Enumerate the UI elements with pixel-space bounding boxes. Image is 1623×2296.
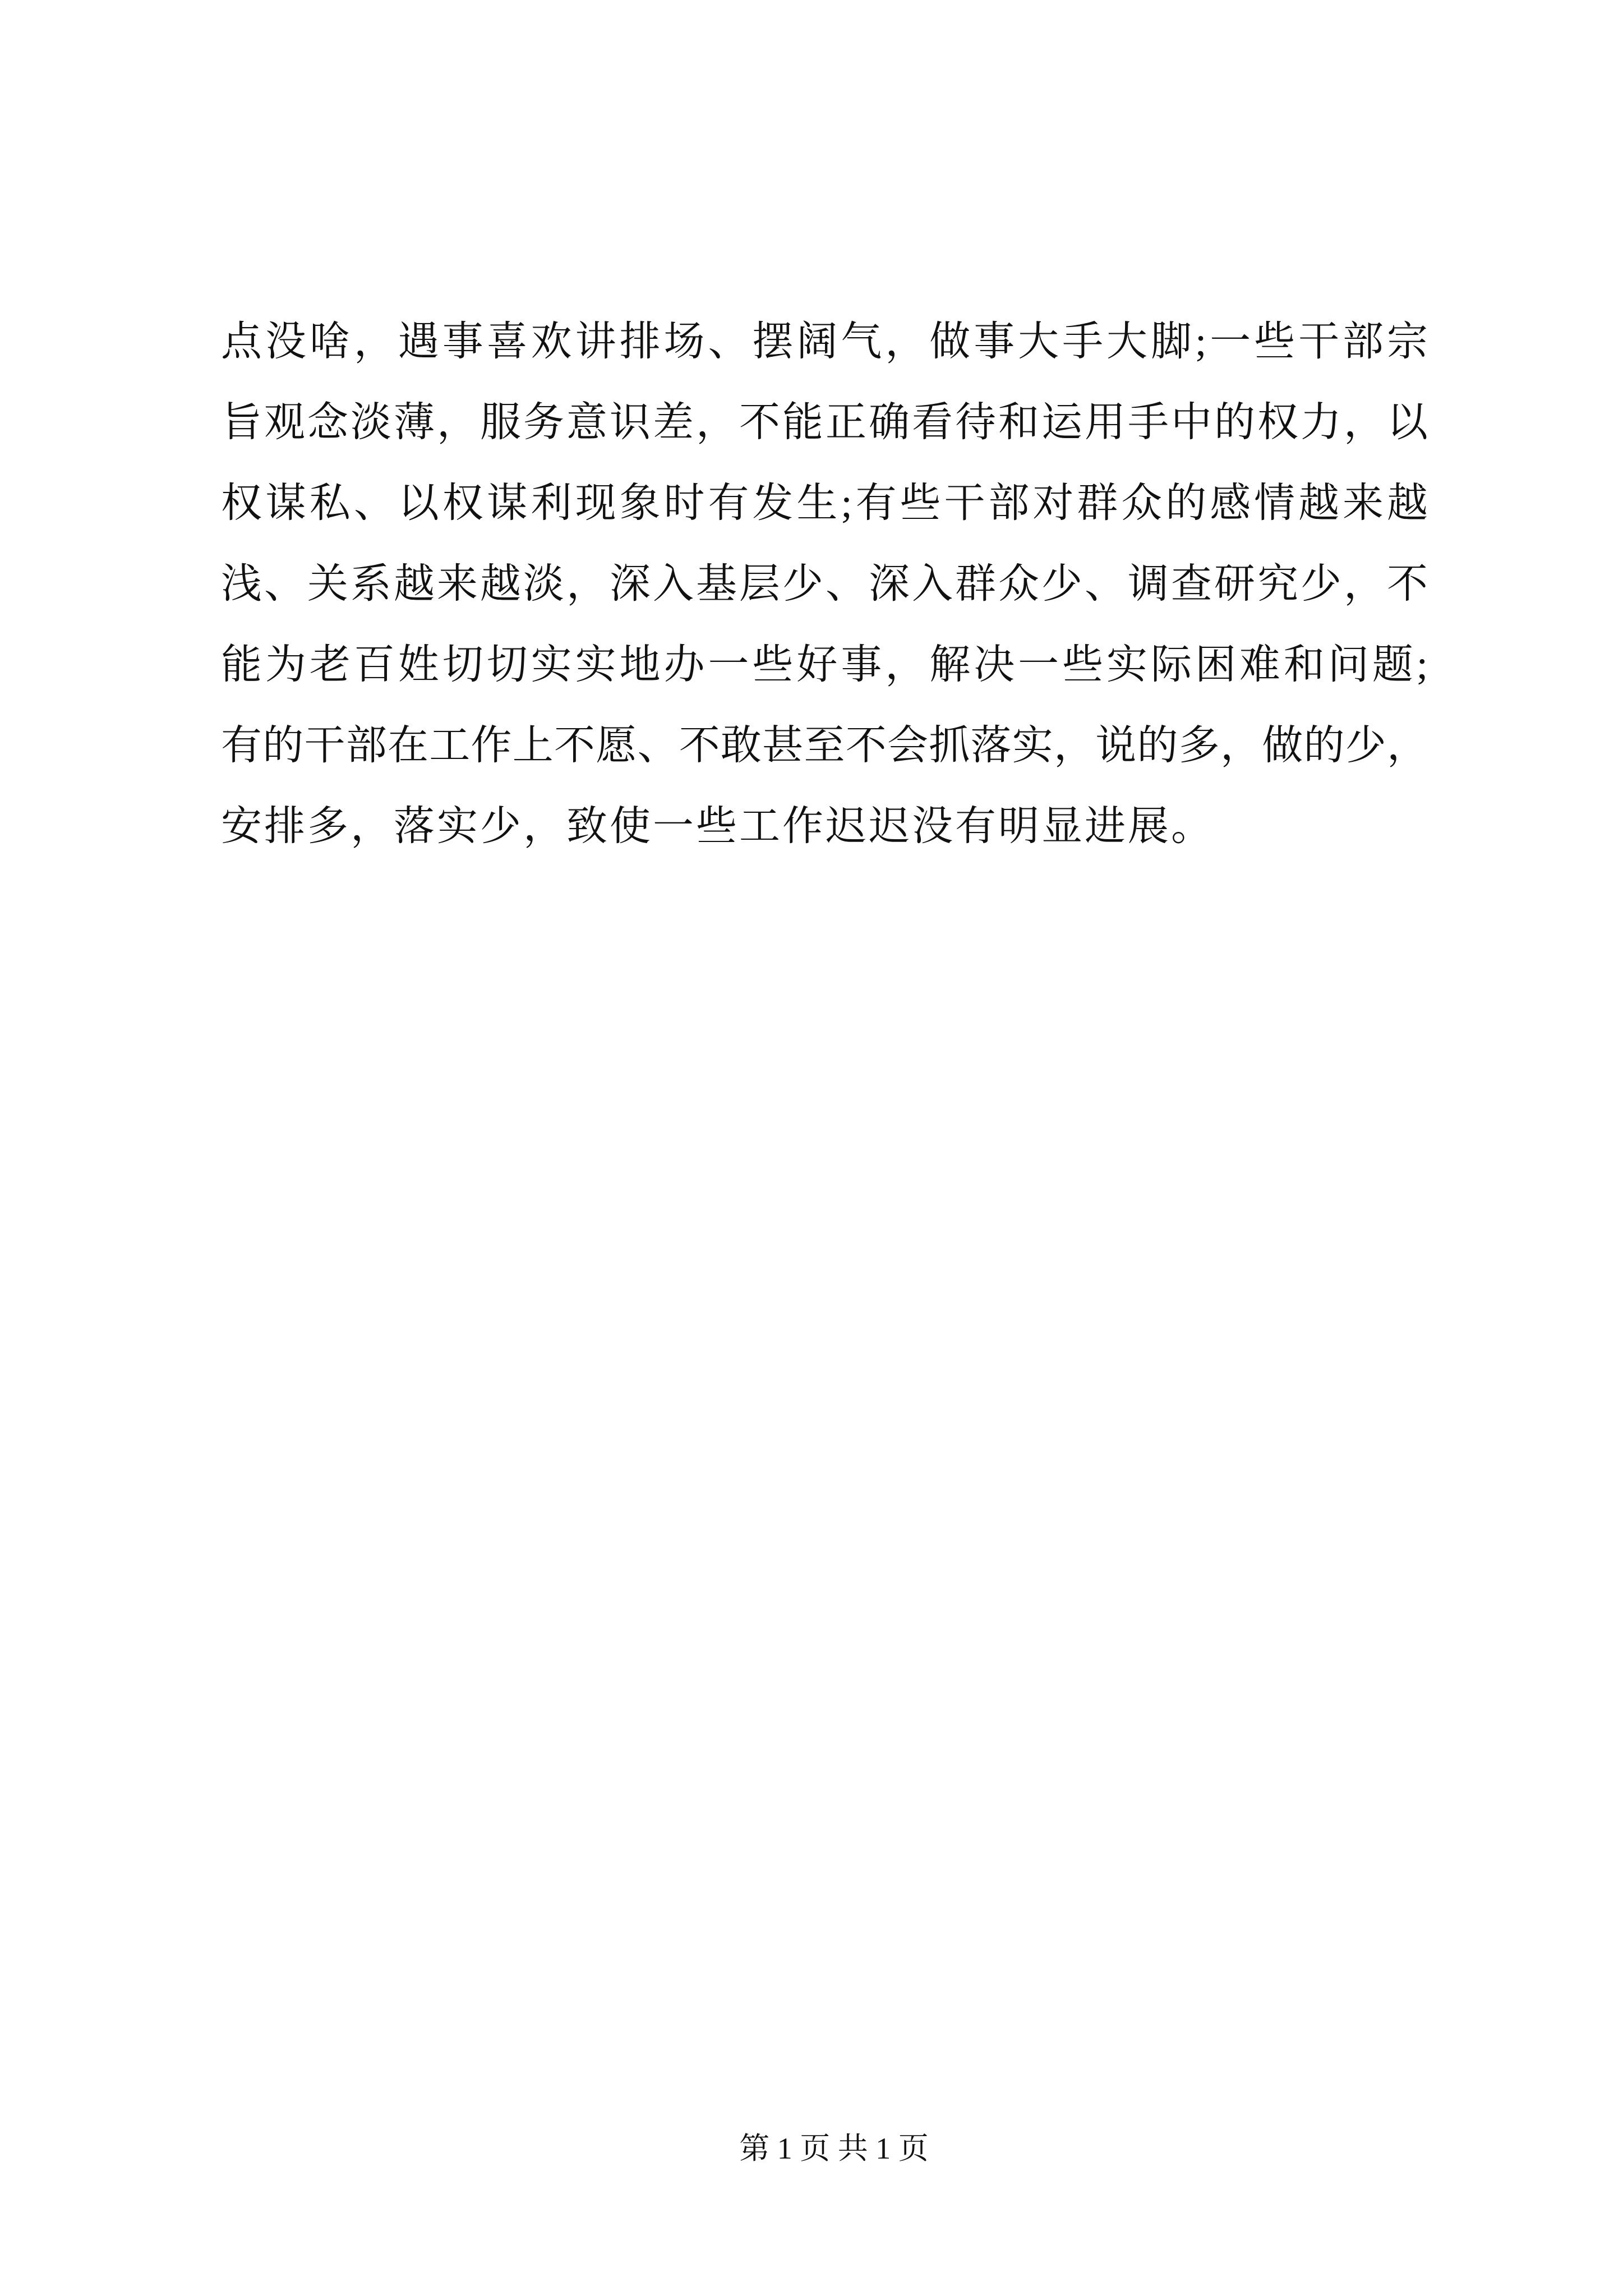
body-paragraph (221, 301, 1428, 867)
paragraph-line: 安排多，落实少，致使一些工作迟迟没有明显进展。 (221, 803, 1214, 849)
paragraph-line: 点没啥，遇事喜欢讲排场、摆阔气，做事大手大脚;一些干部宗 (221, 319, 1428, 364)
paragraph-line: 旨观念淡薄，服务意识差，不能正确看待和运用手中的权力，以 (221, 399, 1428, 445)
page-number-footer: 第 1 页 共 1 页 (739, 2132, 929, 2165)
paragraph-line: 有的干部在工作上不愿、不敢甚至不会抓落实，说的多，做的少， (221, 723, 1428, 768)
paragraph-line: 浅、关系越来越淡，深入基层少、深入群众少、调查研究少，不 (221, 561, 1428, 606)
paragraph-line: 能为老百姓切切实实地办一些好事，解决一些实际困难和问题; (221, 642, 1428, 687)
paragraph-line: 权谋私、以权谋利现象时有发生;有些干部对群众的感情越来越 (221, 480, 1428, 526)
